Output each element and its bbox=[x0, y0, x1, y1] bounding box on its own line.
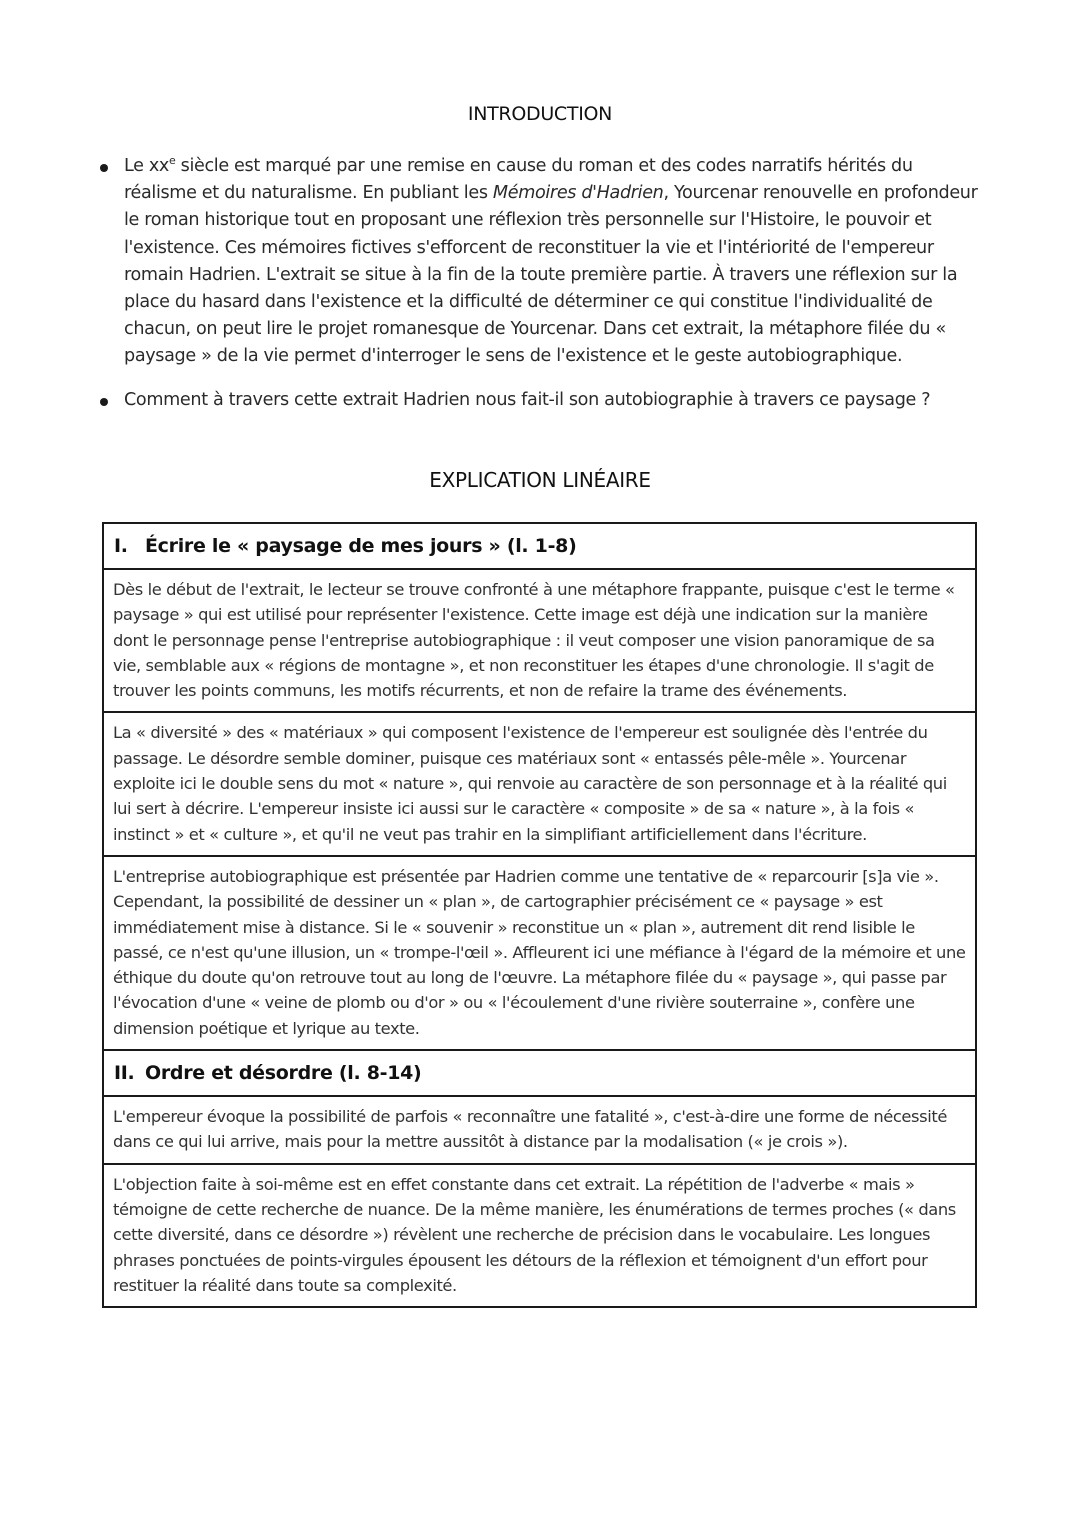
bullet-icon bbox=[100, 164, 108, 172]
analysis-cell: La « diversité » des « matériaux » qui composent l'existence de l'empereur est soulignée dès l'entrée du passage. Le désordre semble dominer, puisque ces matériaux sont « entassés pêle-mêle ». Yourcenar exploite ici le double sens du mot « nature », qui renvoie au caractère de son personnage et à la réalité qui lui sert à décrire. L'empereur insiste ici aussi sur le caractère « composite » de sa « nature », à la fois « instinct » et « culture », et qu'il ne veut pas trahir en la simplifiant artificiellement dans l'écriture. bbox=[104, 713, 975, 856]
introduction-list bbox=[100, 153, 980, 430]
analysis-cell: Dès le début de l'extrait, le lecteur se trouve confronté à une métaphore frappante, puisque c'est le terme « paysage » qui est utilisé pour représenter l'existence. Cette image est déjà une indication sur la manière dont le personnage pense l'entreprise autobiographique : il veut composer une vision panoramique de sa vie, semblable aux « régions de montagne », et non reconstituer les étapes d'une chronologie. Il s'agit de trouver les points communs, les motifs récurrents, et non de refaire la trame des événements. bbox=[104, 570, 975, 713]
explication-heading: EXPLICATION LINÉAIRE bbox=[429, 468, 651, 492]
introduction-heading: INTRODUCTION bbox=[467, 103, 613, 125]
section-header-2 bbox=[104, 1051, 975, 1097]
century-superscript: e bbox=[168, 154, 176, 168]
explication-table bbox=[102, 522, 977, 1308]
section-number: I. bbox=[114, 535, 128, 557]
analysis-cell: L'empereur évoque la possibilité de parfois « reconnaître une fatalité », c'est-à-dire une forme de nécessité dans ce qui lui arrive, mais pour la mettre aussitôt à distance par la modalisation (« je crois »). bbox=[104, 1097, 975, 1165]
section-title: Écrire le « paysage de mes jours » (l. 1-8) bbox=[145, 535, 577, 557]
intro-text-a: siècle est marqué par une remise en cause du roman et des codes narratifs hérités du réalisme et du naturalisme. En publiant les bbox=[124, 156, 913, 204]
section-number: II. bbox=[114, 1062, 135, 1085]
intro-text-start: Le xx bbox=[124, 156, 169, 176]
intro-text-b: , Yourcenar renouvelle en profondeur le roman historique tout en proposant une réflexion très personnelle sur l'Histoire, le pouvoir et l'existence. Ces mémoires fictives s'efforcent de reconstituer la vie et l'intériorité de l'empereur romain Hadrien. L'extrait se situe à la fin de la toute première partie. À travers une réflexion sur la place du hasard dans l'existence et la difficulté de déterminer ce qui constitue l'individualité de chacun, on peut lire le projet romanesque de Yourcenar. Dans cet extrait, la métaphore filée du « paysage » de la vie permet d'interroger le sens de l'existence et le geste autobiographique. bbox=[124, 183, 978, 367]
section-title: Ordre et désordre (l. 8-14) bbox=[145, 1062, 422, 1085]
intro-paragraph bbox=[100, 153, 980, 371]
section-header-1 bbox=[104, 524, 975, 570]
analysis-cell: L'objection faite à soi-même est en effet constante dans cet extrait. La répétition de l'adverbe « mais » témoigne de cette recherche de nuance. De la même manière, les énumérations de termes proches (« dans cette diversité, dans ce désordre ») révèlent une recherche de précision dans le vocabulaire. Les longues phrases ponctuées de points-virgules épousent les détours de la réflexion et témoignent d'un effort pour restituer la réalité dans toute sa complexité. bbox=[113, 1174, 956, 1295]
book-title: Mémoires d'Hadrien bbox=[492, 183, 664, 204]
problematic-question bbox=[100, 387, 980, 414]
bullet-icon bbox=[100, 398, 108, 406]
question-text: Comment à travers cette extrait Hadrien nous fait-il son autobiographie à travers ce paysage ? bbox=[124, 389, 931, 410]
analysis-cell: L'entreprise autobiographique est présentée par Hadrien comme une tentative de « reparcourir [s]a vie ». Cependant, la possibilité de dessiner un « plan », de cartographier précisément ce « paysage » est immédiatement mise à distance. Si le « souvenir » reconstitue un « plan », autrement dit rend lisible le passé, ce n'est qu'une illusion, un « trompe-l'œil ». Affleurent ici une méfiance à l'égard de la mémoire et une éthique du doute qu'on retrouve tout au long de l'œuvre. La métaphore filée du « paysage », qui passe par l'évocation d'une « veine de plomb ou d'or » ou « l'écoulement d'une rivière souterraine », confère une dimension poétique et lyrique au texte. bbox=[104, 857, 975, 1051]
